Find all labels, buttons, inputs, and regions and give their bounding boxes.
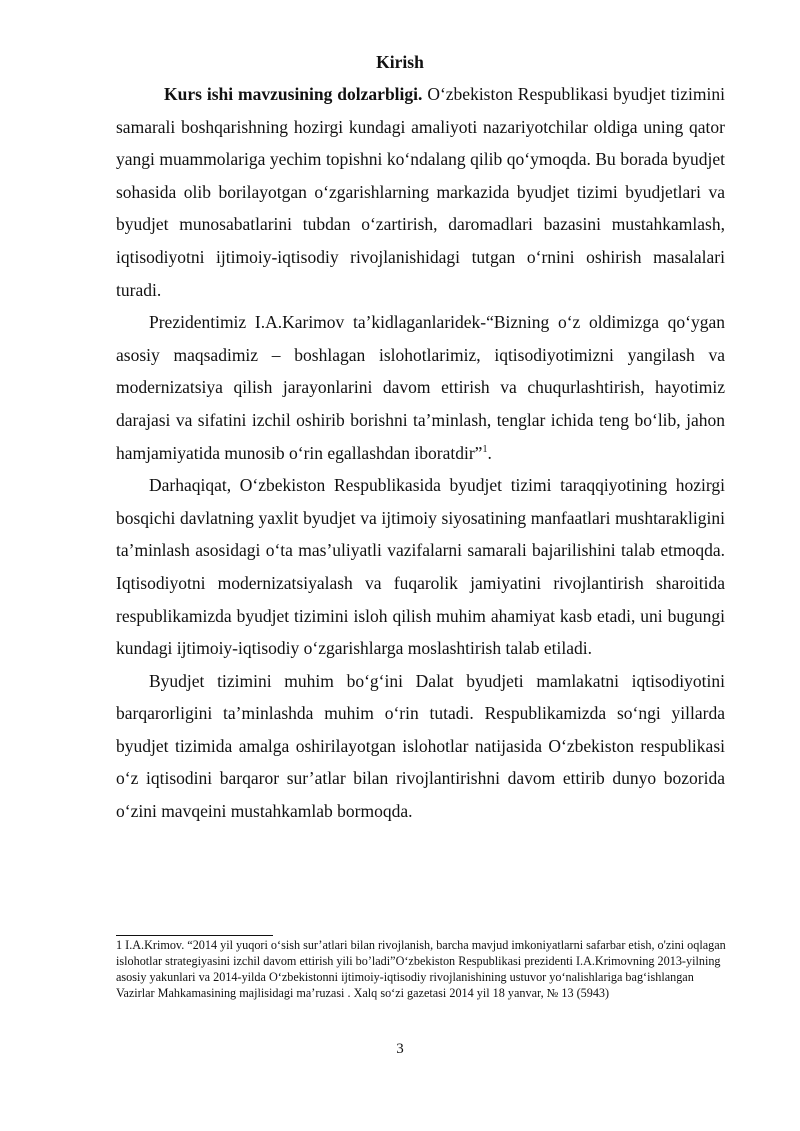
- footnote-divider: [116, 935, 273, 936]
- paragraph-4: Byudjet tizimini muhim bo‘g‘ini Dalat byudjeti mamlakatni iqtisodiyotini barqarorligini ta’minlashda muhim o‘rin tutadi. Respublikamizda so‘ngi yillarda byudjet tizimida amalga oshirilayotgan islohotlar natijasida O‘zbekiston respublikasi o‘z iqtisodini barqaror sur’atlar bilan rivojlantirishni davom ettirib dunyo bozorida o‘zini mavqeini mustahkamlab bormoqda.: [116, 670, 725, 822]
- paragraph-1: [116, 78, 725, 306]
- paragraph-2: [116, 306, 725, 469]
- paragraph-2-text: Prezidentimiz I.A.Karimov ta’kidlaganlaridek-“Bizning o‘z oldimizga qo‘ygan asosiy maqsadimiz – boshlagan islohotlarimiz, iqtisodiyotimizni yangilash va modernizatsiya qilish jarayonlarini davom ettirish va chuqurlashtirish, hayotimiz darajasi va sifatini izchil oshirib borishni ta’minlash, tenglar ichida teng bo‘lib, jahon hamjamiyatida munosib o‘rin egallashdan iboratdir”: [116, 312, 725, 463]
- paragraph-1-text: O‘zbekiston Respublikasi byudjet tizimini samarali boshqarishning hozirgi kundagi amaliyoti nazariyotchilar oldiga uning qator yangi muammolariga yechim topishni ko‘ndalang qilib qo‘ymoqda. Bu borada byudjet sohasida olib borilayotgan o‘zgarishlarning markazida byudjet tizimi byudjetlari va byudjet munosabatlarini tubdan o‘zartirish, daromadlari bazasini mustahkamlash, iqtisodiyotni ijtimoiy-iqtisodiy rivojlanishidagi tutgan o‘rnini oshirish masalalari turadi.: [116, 84, 725, 300]
- paragraph-1-lead: Kurs ishi mavzusining dolzarbligi.: [164, 84, 423, 104]
- footnote-reference[interactable]: 1: [482, 443, 488, 455]
- paragraph-3: Darhaqiqat, O‘zbekiston Respublikasida byudjet tizimi taraqqiyotining hozirgi bosqichi davlatning yaxlit byudjet va ijtimoiy siyosatining manfaatlari mushtarakligini ta’minlash asosidagi o‘ta mas’uliyatli vazifalarni samarali bajarilishini talab etmoqda. Iqtisodiyotni modernizatsiyalash va fuqarolik jamiyatini rivojlantirish sharoitida respublikamizda byudjet tizimini isloh qilish muhim ahamiyat kasb etadi, uni bugungi kundagi ijtimoiy-iqtisodiy o‘zgarishlarga moslashtirish talab etiladi.: [116, 475, 725, 659]
- section-title: Kirish: [376, 52, 424, 72]
- body-text: [116, 78, 725, 828]
- footnote-text: 1 I.A.Krimov. “2014 yil yuqori o‘sish sur’atlari bilan rivojlanish, barcha mavjud imkoniyatlarni safarbar etish, o'zini oqlagan islohotlar strategiyasini izchil davom ettirish yili bo’ladi”O‘zbekiston Respublikasi prezidenti I.A.Krimovning 2013-yilning asosiy yakunlari va 2014-yilda O‘zbekistonni ijtimoiy-iqtisodiy rivojlanishining ustuvor yo‘nalishlariga bag‘ishlangan Vazirlar Mahkamasining majlisidagi ma’ruzasi . Xalq so‘zi gazetasi 2014 yil 18 yanvar, № 13 (5943): [116, 938, 726, 1000]
- paragraph-2-tail: .: [487, 442, 492, 463]
- page-number: 3: [396, 1041, 404, 1057]
